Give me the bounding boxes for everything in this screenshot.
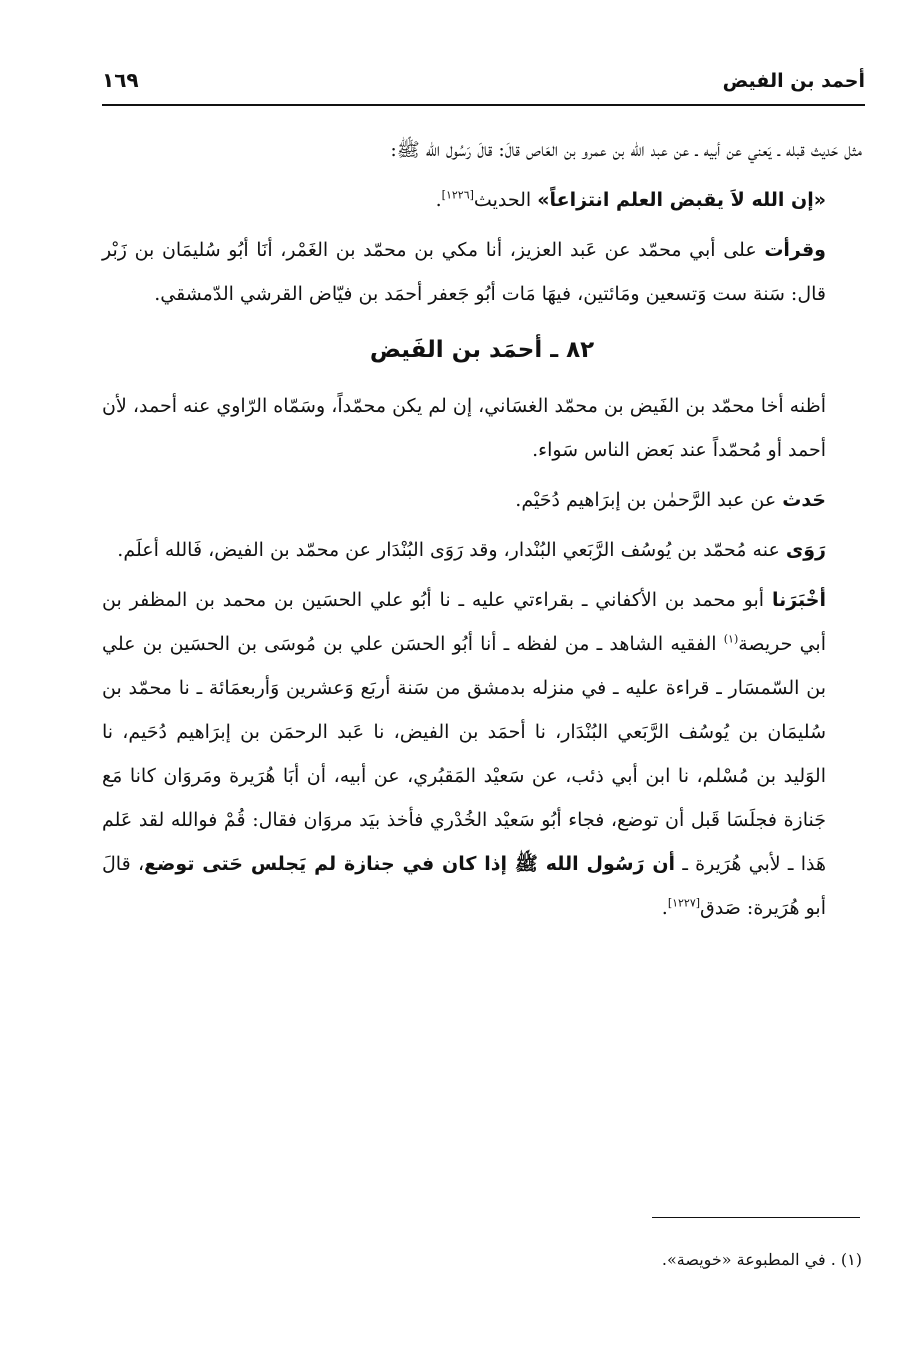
paragraph-end: . [661, 897, 668, 919]
paragraph-hadith-intro [102, 128, 862, 172]
paragraph-isnad [102, 578, 862, 930]
paragraph-text: مثل حَديث قبله ـ يَعني عن أبيه ـ عن عبد اللّه بن عمرو بن العَاص قالَ: قالَ رَسُول الله ﷺ: [390, 139, 862, 161]
paragraph-text: عنه مُحمّد بن يُوسُف الرَّبَعي البُنْدار، وقد رَوَى البُنْدَار عن محمّد بن الفيض، فَالله أعلَم. [117, 539, 786, 561]
paragraph-end: . [435, 189, 442, 211]
entry-heading: ٨٢ ـ أحمَد بن الفَيض [369, 337, 595, 363]
page-body [102, 128, 862, 936]
paragraph-death-date [102, 228, 862, 316]
footnote-marker: (١) [723, 632, 739, 646]
paragraph-text: عن عبد الرَّحمٰن بن إبرَاهيم دُحَيْم. [515, 489, 783, 511]
footnote-1 [102, 1245, 862, 1275]
footnote-text: (١) . في المطبوعة «خويصة». [661, 1250, 862, 1269]
paragraph-narrated-from [102, 478, 862, 522]
lead-word: رَوَى [785, 539, 826, 561]
reference-marker: [١٢٢٦] [441, 188, 474, 202]
lead-word: أخْبَرَنا [771, 589, 826, 611]
hadith-quote: أن رَسُول الله ﷺ إذا كان في جنازة لم يَجلس حَتى توضع [144, 853, 676, 875]
paragraph-text: أبو محمد بن الأكفاني ـ بقراءتي عليه ـ نا أبُو علي الحسَين بن محمد بن المظفر بن أبي حريصة [102, 589, 826, 655]
footnote-separator [652, 1217, 860, 1218]
paragraph-hadith-quote [102, 178, 862, 222]
running-header [102, 60, 865, 106]
lead-word: وقرأت [764, 239, 826, 261]
paragraph-text: الفقيه الشاهد ـ من لفظه ـ أنا أبُو الحسَن علي بن مُوسَى بن الحسَين بن علي بن السّمسَار ـ قراءة عليه ـ في منزله بدمشق من سَنة أربَع وَعشرين وَأربعمَائة ـ نا محمّد بن سُليمَان بن يُوسُف الرَّبَعي البُنْدَار، نا أحمَد بن الفيض، نا عَبد الرحمَن بن إبرَاهيم دُحَيم، نا الوَليد بن مُسْلم، نا ابن أبي ذئب، عن سَعيْد المَقبُري، عن أبيه، أن أبَا هُرَيرة ومَروَان كانا مَع جَنازة فجلَسَا قَبل أن توضع، فجاء أبُو سَعيْد الخُدْري فأخذ بيَد مروَان فقال: قُمْ فوالله لقد عَلم هَذا ـ لأبي هُرَيرة ـ [102, 633, 827, 875]
paragraph-identity [102, 384, 862, 472]
page-number: ١٦٩ [102, 68, 139, 92]
running-title: أحمد بن الفيض [722, 70, 865, 92]
paragraph-text: ، قالَ أبو هُرَيرة: صَدق [102, 853, 826, 919]
hadith-quote: «إن الله لاَ يقبض العلم انتزاعاً» [537, 189, 826, 211]
paragraph-narrated-by [102, 528, 862, 572]
reference-marker: [١٢٢٧] [667, 896, 701, 910]
lead-word: حَدث [782, 489, 826, 511]
paragraph-text: أظنه أخا محمّد بن الفَيض بن محمّد الغسَاني، إن لم يكن محمّداً، وسَمّاه الرّاوي عنه أحمد، لأن أحمد أو مُحمّداً عند بَعض الناس سَواء. [102, 395, 826, 461]
paragraph-text: على أبي محمّد عن عَبد العزيز، أنا مكي بن محمّد بن الغَمْر، أنَا أبُو سُليمَان بن زَبْر قال: سَنة ست وَتسعين ومَائتين، فيهَا مَات أبُو جَعفر أحمَد بن فيّاض القرشي الدّمشقي. [102, 239, 826, 305]
paragraph-text: الحديث [473, 189, 538, 211]
